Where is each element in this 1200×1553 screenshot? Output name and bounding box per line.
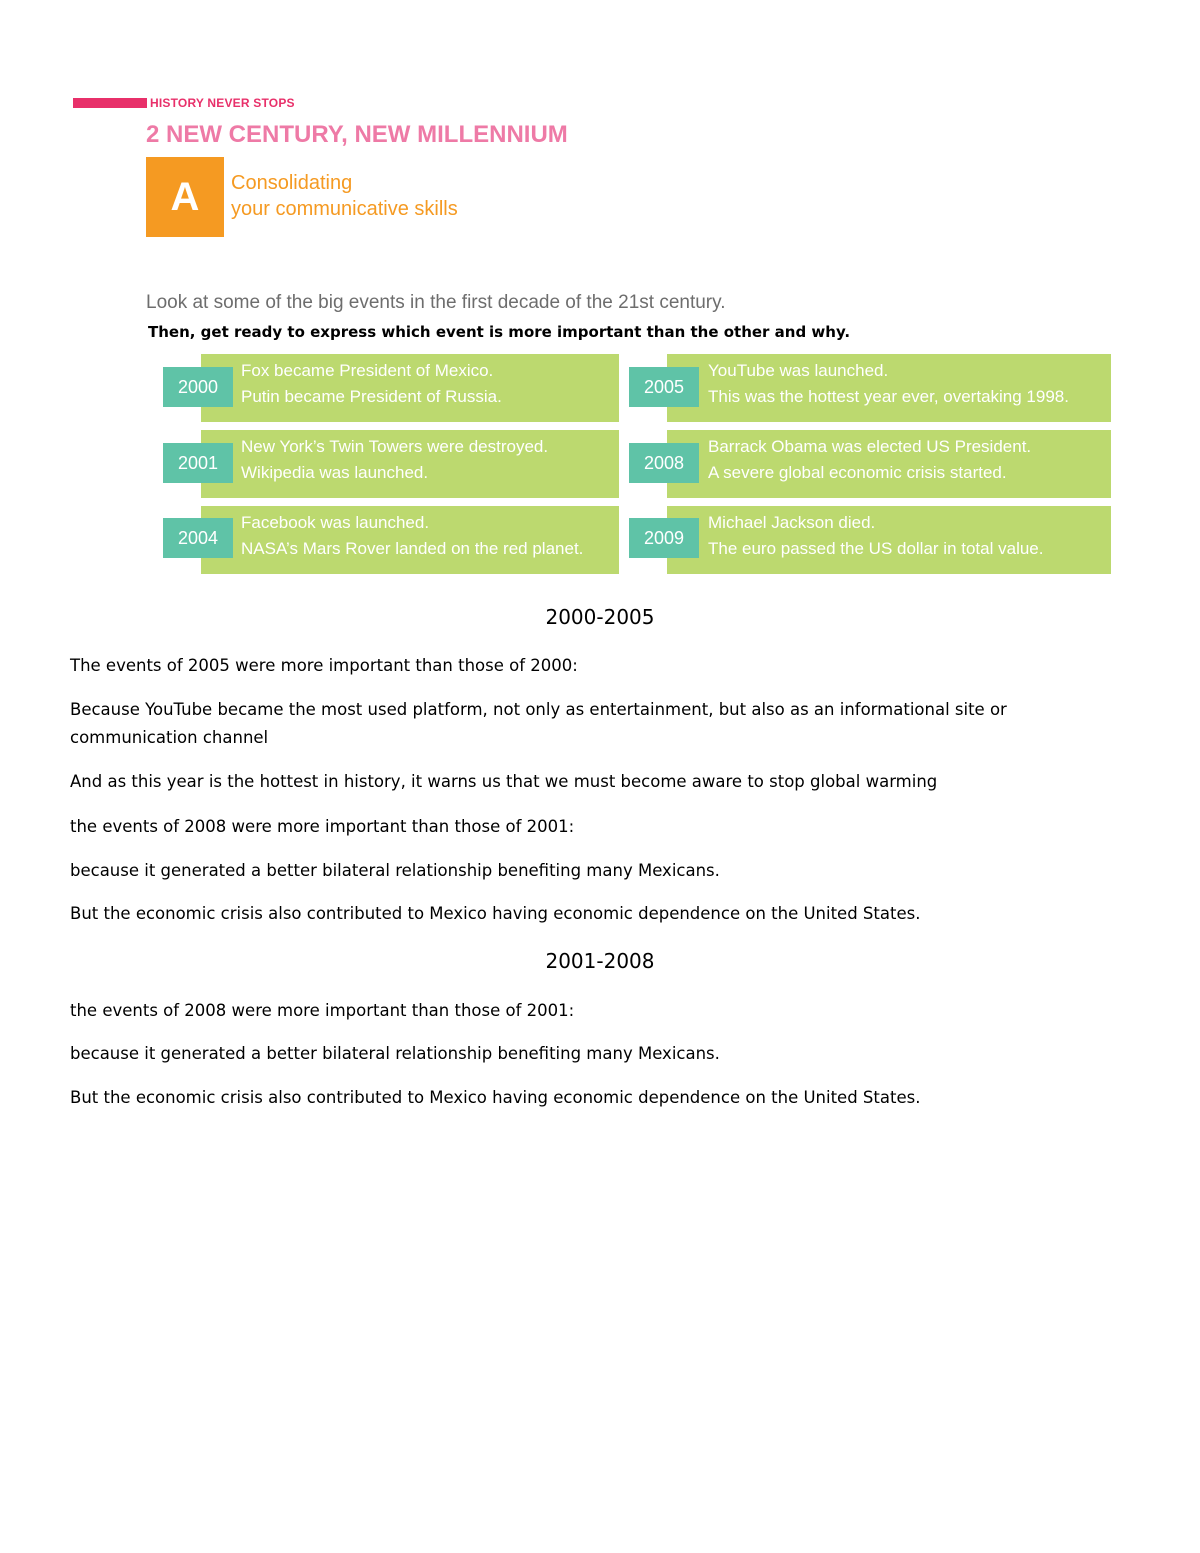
paragraph: The events of 2005 were more important than those of 2000: <box>70 656 578 675</box>
unit-title: 2 NEW CENTURY, NEW MILLENNIUM <box>146 121 568 148</box>
event-line-1: Barrack Obama was elected US President. <box>708 437 1032 456</box>
kicker-accent-bar <box>73 98 147 108</box>
event-year-badge: 2001 <box>163 443 233 483</box>
event-year-badge: 2008 <box>629 443 699 483</box>
intro-text: Look at some of the big events in the first decade of the 21st century. <box>146 292 726 313</box>
paragraph: because it generated a better bilateral relationship benefiting many Mexicans. <box>70 1044 720 1063</box>
section-heading-2000-2005: 2000-2005 <box>545 605 655 629</box>
paragraph: because it generated a better bilateral relationship benefiting many Mexicans. <box>70 861 720 880</box>
paragraph: the events of 2008 were more important than those of 2001: <box>70 1001 575 1020</box>
event-line-2: A severe global economic crisis started. <box>708 463 1007 482</box>
section-title-line2: your communicative skills <box>231 198 458 220</box>
section-letter-badge: A <box>146 157 224 237</box>
paragraph: Because YouTube became the most used platform, not only as entertainment, but also as an informational site or communication channel <box>70 700 1007 747</box>
section-title <box>231 170 458 222</box>
event-year-badge: 2005 <box>629 367 699 407</box>
event-line-1: Fox became President of Mexico. <box>241 361 494 380</box>
event-line-2: This was the hottest year ever, overtaking 1998. <box>708 387 1069 406</box>
event-line-1: Facebook was launched. <box>241 513 430 532</box>
event-line-2: NASA’s Mars Rover landed on the red planet. <box>241 539 584 558</box>
event-year-badge: 2004 <box>163 518 233 558</box>
event-line-2: Wikipedia was launched. <box>241 463 429 482</box>
event-line-1: YouTube was launched. <box>708 361 889 380</box>
event-line-2: The euro passed the US dollar in total value. <box>708 539 1044 558</box>
event-line-1: New York’s Twin Towers were destroyed. <box>241 437 549 456</box>
paragraph: And as this year is the hottest in history, it warns us that we must become aware to stop global warming <box>70 772 938 791</box>
instruction-text: Then, get ready to express which event is more important than the other and why. <box>148 323 851 341</box>
section-title-line1: Consolidating <box>231 172 353 194</box>
kicker-label: HISTORY NEVER STOPS <box>150 96 295 110</box>
event-year-badge: 2009 <box>629 518 699 558</box>
event-line-1: Michael Jackson died. <box>708 513 876 532</box>
event-year-badge: 2000 <box>163 367 233 407</box>
paragraph: But the economic crisis also contributed to Mexico having economic dependence on the United States. <box>70 904 921 923</box>
paragraph: the events of 2008 were more important than those of 2001: <box>70 817 575 836</box>
section-heading-2001-2008: 2001-2008 <box>545 949 655 973</box>
event-line-2: Putin became President of Russia. <box>241 387 502 406</box>
paragraph: But the economic crisis also contributed to Mexico having economic dependence on the United States. <box>70 1088 921 1107</box>
